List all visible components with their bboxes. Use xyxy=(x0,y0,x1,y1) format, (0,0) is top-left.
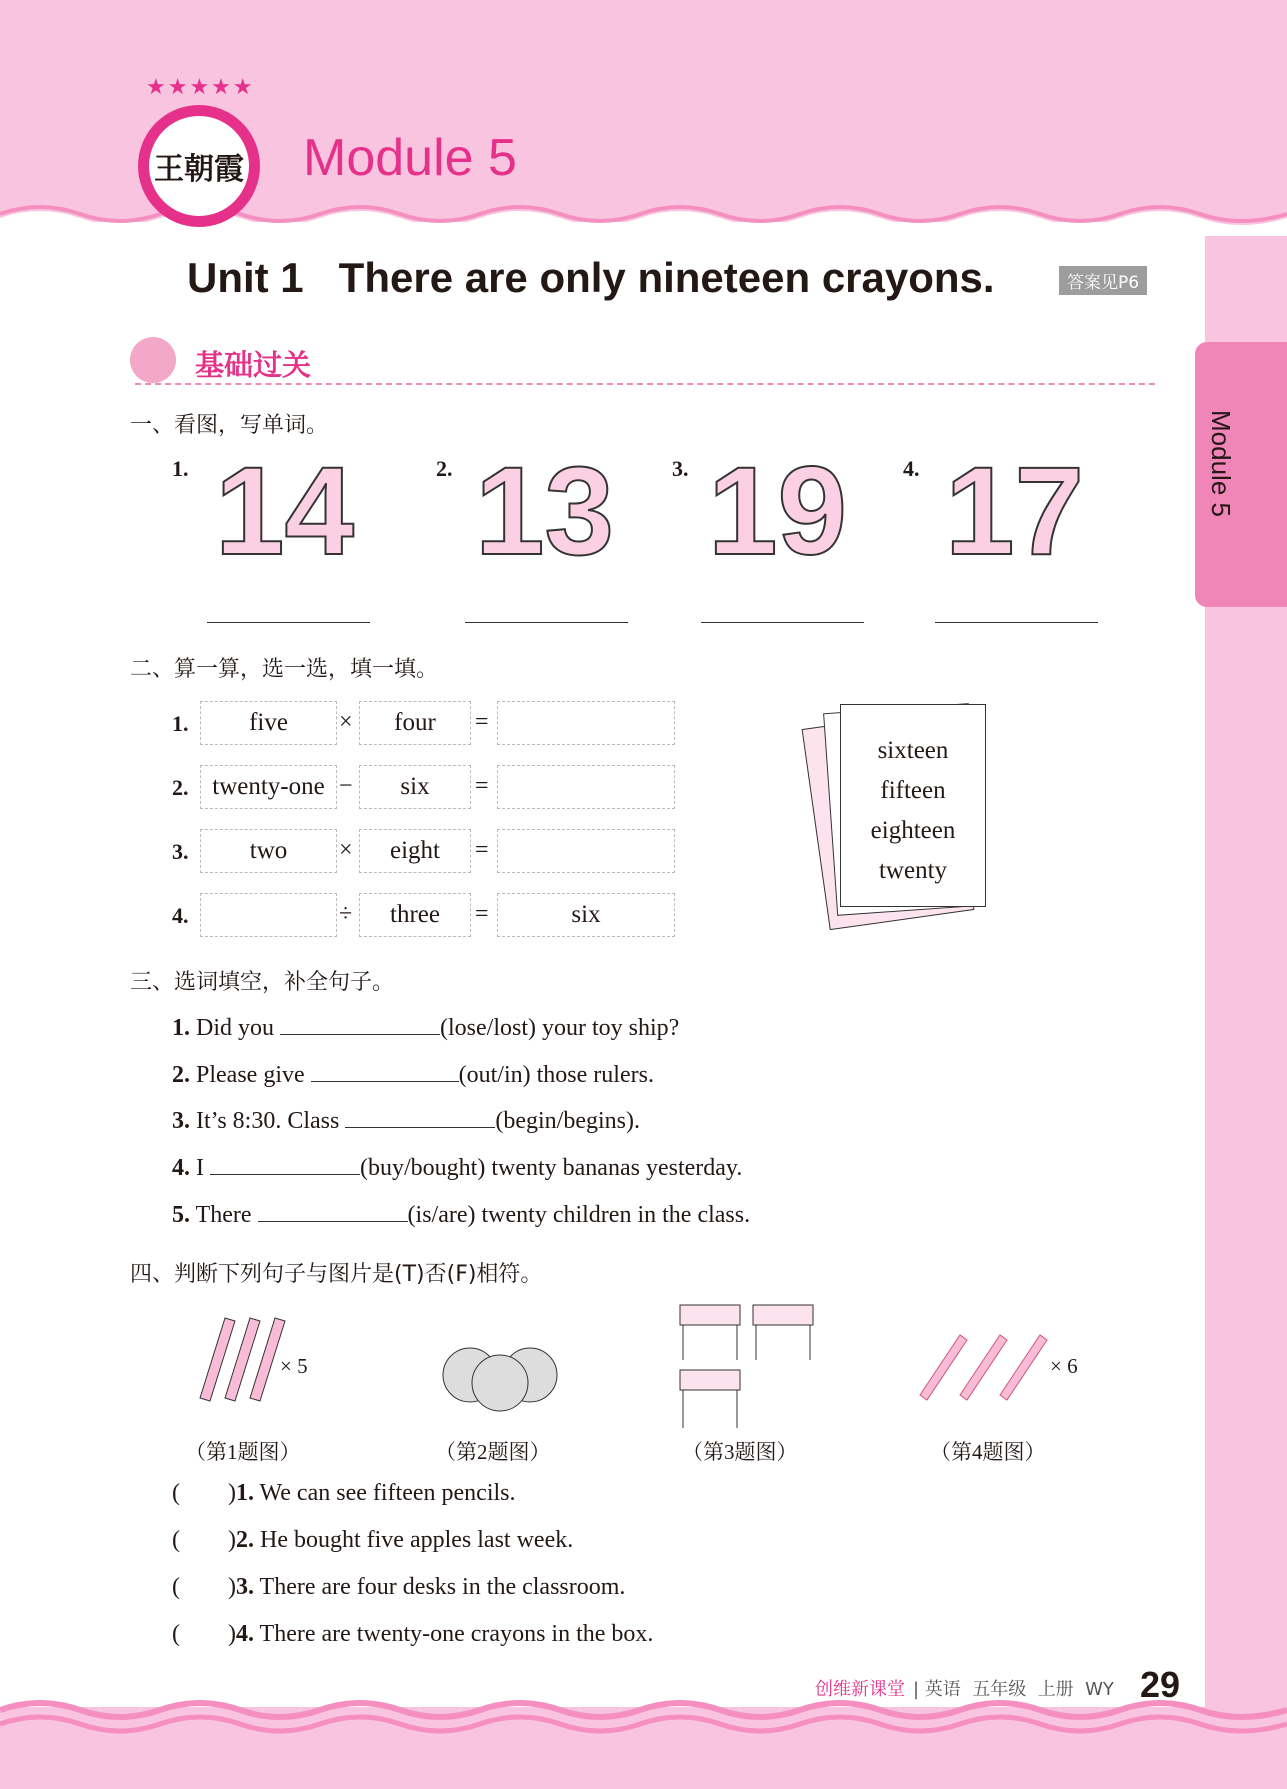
pencils-picture xyxy=(180,1308,290,1408)
number-picture: 13 xyxy=(475,442,615,581)
item-number: 5. xyxy=(172,1202,190,1228)
sentence-item xyxy=(172,1200,750,1229)
part1-heading: 一、看图，写单词。 xyxy=(130,413,329,438)
part1-label: 2. xyxy=(436,456,453,481)
equals-sign: = xyxy=(475,773,489,799)
part1-label: 3. xyxy=(672,456,689,481)
crayon-count: × 6 xyxy=(1050,1354,1078,1378)
fill-blank[interactable] xyxy=(311,1060,459,1082)
sentence-end: those rulers. xyxy=(530,1062,654,1088)
sentence-item xyxy=(172,1106,640,1135)
sentence-end: twenty children in the class. xyxy=(475,1202,751,1228)
module-title: Module 5 xyxy=(303,129,517,187)
word-options: (begin/begins) xyxy=(495,1108,634,1134)
equals-sign: = xyxy=(475,709,489,735)
statement: There are twenty-one crayons in the box. xyxy=(253,1621,654,1647)
word-options: (lose/lost) xyxy=(440,1015,536,1041)
item-number: 2. xyxy=(235,1527,254,1553)
fill-blank[interactable] xyxy=(258,1200,408,1222)
sentence-start: Please give xyxy=(190,1062,311,1088)
operator: ÷ xyxy=(339,901,353,927)
page-number: 29 xyxy=(1140,1664,1181,1705)
operand-box[interactable]: six xyxy=(359,765,471,809)
statement: There are four desks in the classroom. xyxy=(253,1574,626,1600)
item-number: 1. xyxy=(172,1015,190,1041)
sentence-end: . xyxy=(633,1108,640,1134)
operand-box[interactable]: five xyxy=(200,701,337,745)
item-number: 4. xyxy=(235,1621,254,1647)
word-options: (buy/bought) xyxy=(360,1155,486,1181)
section-title: 基础过关 xyxy=(195,348,312,382)
operator: − xyxy=(339,773,353,799)
picture-caption: （第3题图） xyxy=(682,1440,798,1464)
apples-picture xyxy=(440,1315,560,1415)
statement: He bought five apples last week. xyxy=(253,1527,574,1553)
result-box[interactable] xyxy=(497,829,675,873)
picture-caption: （第2题图） xyxy=(435,1440,551,1464)
sentence-item xyxy=(172,1013,679,1042)
footer-wave xyxy=(0,1700,1287,1736)
logo xyxy=(138,105,260,227)
item-number: 1. xyxy=(235,1480,254,1506)
part2-label: 3. xyxy=(172,839,189,864)
footer-info: | 英语 五年级 上册 WY xyxy=(913,1679,1114,1700)
answer-blank[interactable] xyxy=(207,622,370,623)
judgement-item xyxy=(172,1621,653,1648)
card-word: fifteen xyxy=(880,777,946,804)
fill-blank[interactable] xyxy=(280,1013,440,1035)
result-box[interactable] xyxy=(497,701,675,745)
sentence-end: twenty bananas yesterday. xyxy=(485,1155,743,1181)
word-options: (is/are) xyxy=(407,1202,476,1228)
answer-parentheses[interactable]: ( ) xyxy=(172,1574,236,1600)
sentence-start: I xyxy=(190,1155,210,1181)
sentence-item xyxy=(172,1060,654,1089)
answer-blank[interactable] xyxy=(465,622,628,623)
sentence-start: Did you xyxy=(190,1015,280,1041)
operand-box[interactable]: three xyxy=(359,893,471,937)
item-number: 2. xyxy=(172,1062,190,1088)
equals-sign: = xyxy=(475,901,489,927)
part3-heading: 三、选词填空，补全句子。 xyxy=(130,970,395,995)
operand-box[interactable]: four xyxy=(359,701,471,745)
number-picture: 17 xyxy=(945,442,1085,581)
crayons-picture xyxy=(915,1325,1055,1405)
part1-label: 1. xyxy=(172,456,189,481)
operand-box[interactable]: twenty-one xyxy=(200,765,337,809)
part4-heading: 四、判断下列句子与图片是(T)否(F)相符。 xyxy=(130,1262,543,1287)
operand-box[interactable]: eight xyxy=(359,829,471,873)
sentence-start: It’s 8:30. Class xyxy=(190,1108,346,1134)
picture-caption: （第1题图） xyxy=(185,1440,301,1464)
answer-parentheses[interactable]: ( ) xyxy=(172,1480,236,1506)
picture-caption: （第4题图） xyxy=(930,1440,1046,1464)
judgement-item xyxy=(172,1480,516,1507)
sentence-item xyxy=(172,1153,742,1182)
footer-brand: 创维新课堂 xyxy=(815,1679,905,1700)
sentence-end: your toy ship? xyxy=(536,1015,680,1041)
result-box[interactable]: six xyxy=(497,893,675,937)
judgement-item xyxy=(172,1527,573,1554)
answer-blank[interactable] xyxy=(935,622,1098,623)
part2-label: 4. xyxy=(172,903,189,928)
number-picture: 14 xyxy=(215,442,355,581)
answer-blank[interactable] xyxy=(701,622,864,623)
section-mascot-icon xyxy=(130,337,176,383)
part2-label: 1. xyxy=(172,711,189,736)
word-card xyxy=(840,704,986,907)
fill-blank[interactable] xyxy=(345,1106,495,1128)
part2-label: 2. xyxy=(172,775,189,800)
side-tab-label: Module 5 xyxy=(1206,410,1236,517)
item-number: 3. xyxy=(235,1574,254,1600)
statement: We can see fifteen pencils. xyxy=(253,1480,516,1506)
item-number: 3. xyxy=(172,1108,190,1134)
card-word: sixteen xyxy=(877,737,949,764)
part1-label: 4. xyxy=(903,456,920,481)
answer-badge: 答案见P6 xyxy=(1059,266,1147,295)
section-divider xyxy=(135,383,1155,385)
operator: × xyxy=(339,709,353,735)
logo-text: 王朝霞 xyxy=(154,152,244,187)
logo-stars: ★★★★★ xyxy=(146,74,255,99)
unit-title: Unit 1 There are only nineteen crayons. xyxy=(187,254,995,301)
item-number: 4. xyxy=(172,1155,190,1181)
pencil-count: × 5 xyxy=(280,1354,308,1378)
judgement-item xyxy=(172,1574,625,1601)
fill-blank[interactable] xyxy=(210,1153,360,1175)
part2-heading: 二、算一算，选一选，填一填。 xyxy=(130,657,439,682)
number-picture: 19 xyxy=(708,442,848,581)
operand-box[interactable] xyxy=(200,893,337,937)
answer-parentheses[interactable]: ( ) xyxy=(172,1527,236,1553)
card-word: twenty xyxy=(878,857,948,884)
sentence-start: There xyxy=(190,1202,258,1228)
word-options: (out/in) xyxy=(458,1062,531,1088)
equals-sign: = xyxy=(475,837,489,863)
result-box[interactable] xyxy=(497,765,675,809)
answer-parentheses[interactable]: ( ) xyxy=(172,1621,236,1647)
operand-box[interactable]: two xyxy=(200,829,337,873)
operator: × xyxy=(339,837,353,863)
desks-picture xyxy=(675,1300,820,1432)
card-word: eighteen xyxy=(870,817,956,844)
